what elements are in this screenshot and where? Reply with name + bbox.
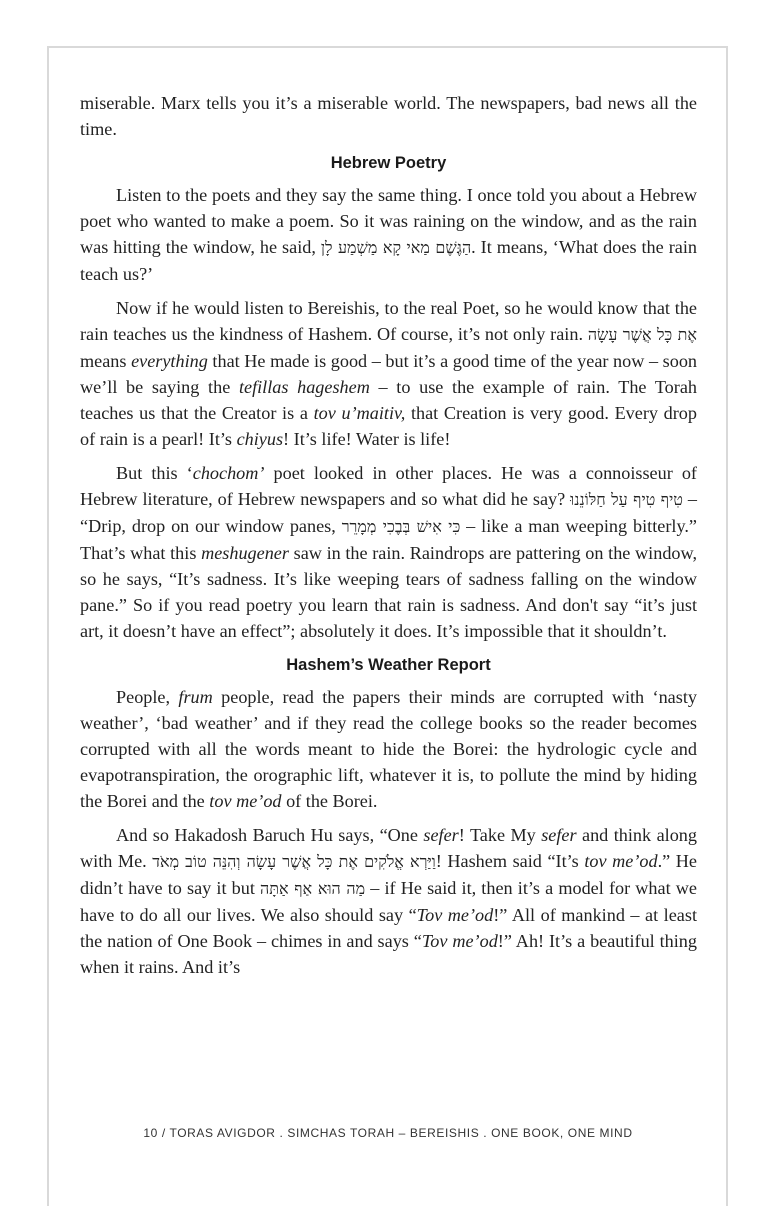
hebrew-quote: טִיף טִיף עַל חַלּוֹנֵנוּ [570,490,683,509]
paragraph-1: miserable. Marx tells you it’s a miserable world. The newspapers, bad news all the time. [80,93,697,139]
section-heading-hebrew-poetry: Hebrew Poetry [330,154,447,172]
text-run: poet looked in other places. He was a connoisseur of Hebrew literature, of Hebrew newspapers and so what did he say? [80,463,697,509]
italic-term: Tov me’od [421,931,498,951]
italic-term: everything [131,351,208,371]
text-run: and think along with Me. [80,825,697,871]
text-run: that Creation is very good. Every drop of rain is a pearl! It’s [80,403,697,449]
hebrew-quote: וַיַּרְא אֱלֹקִים אֶת כָּל אֲשֶׁר עָשָׂה וְהִנֵּה טוֹב מְאֹד [152,852,436,871]
text-run: ! Take My [458,825,542,845]
italic-term: Tov me’od [416,905,494,925]
text-run: Listen to the poets and they say the same thing. I once told you about a Hebrew poet who wanted to make a poem. So it was raining on the window, and as the rain was hitting the window, he said, [80,185,697,257]
text-run: !” Ah! It’s a beautiful thing when it rains. And it’s [80,931,697,977]
text-run: – “Drip, drop on our window panes, [80,489,698,536]
hebrew-quote: מַה הוּא אַף אַתָּה [260,879,366,898]
paragraph-3 [80,295,697,452]
italic-term: tov u’maitiv, [313,403,406,423]
paragraph-2 [80,182,697,287]
hebrew-quote: אֶת כָּל אֲשֶׁר עָשָׂה [587,325,697,344]
section-heading-weather-report: Hashem’s Weather Report [286,656,491,674]
italic-term: chiyus [236,429,284,449]
italic-term: sefer [423,825,459,845]
italic-term: tefillas hageshem [238,377,370,397]
page-body [80,90,697,988]
text-run: ! It’s life! Water is life! [283,429,451,449]
text-run: Now if he would listen to Bereishis, to the real Poet, so he would know that the rain teaches us the kindness of Hashem. Of course, it’s not only rain. [80,298,697,344]
hebrew-quote: הַגֶּשֶׁם מַאי קָא מַשְׁמַע לָן [320,238,472,257]
paragraph-6 [80,822,697,980]
italic-term: tov me’od [584,851,658,871]
text-run: saw in the rain. Raindrops are pattering on the window, so he says, “It’s sadness. It’s like weeping tears of sadness falling on the window pane.” So if you read poetry you learn that rain is sadness. And don't say “it’s just art, it doesn’t have an effect”; absolutely it does. It’s impossible that it shouldn’t. [80,543,698,641]
running-footer: 10 / TORAS AVIGDOR . SIMCHAS TORAH – BEREISHIS . ONE BOOK, ONE MIND [143,1126,633,1140]
italic-term: tov me’od [209,791,282,811]
italic-term: chochom’ [192,463,265,483]
text-run: – like a man weeping bitterly.” That’s what this [80,516,697,563]
text-run: .” He didn’t have to say it but [80,851,697,898]
italic-term: sefer [541,825,577,845]
text-run: that He made is good – but it’s a good time of the year now – soon we’ll be saying the [80,351,698,397]
paragraph-5 [80,684,697,814]
text-run: !” All of mankind – at least the nation of One Book – chimes in and says “ [80,905,698,951]
text-run: people, read the papers their minds are corrupted with ‘nasty weather’, ‘bad weather’ and if they read the college books so the reader becomes corrupted with all the words meant to hide the Borei: the hydrologic cycle and evapotranspiration, the orographic lift, whatever it is, to pollute the mind by hiding the Borei and the [80,687,697,811]
italic-term: frum [178,687,213,707]
text-run: – if He said it, then it’s a model for what we have to do all our lives. We also should say “ [80,878,697,925]
paragraph-4 [80,460,697,644]
text-run: . It means, ‘What does the rain teach us?’ [80,237,697,284]
text-run: – to use the example of rain. The Torah teaches us that the Creator is a [80,377,697,423]
text-run: And so Hakadosh Baruch Hu says, “One [116,825,424,845]
text-run: But this ‘ [116,463,193,483]
text-run: means [80,351,132,371]
hebrew-quote: כִּי אִישׁ בְּבֶכִי מְמָרֵר [341,517,461,536]
italic-term: meshugener [201,543,289,563]
text-run: People, [116,687,179,707]
text-run: of the Borei. [281,791,378,811]
text-run: ! Hashem said “It’s [435,851,585,871]
